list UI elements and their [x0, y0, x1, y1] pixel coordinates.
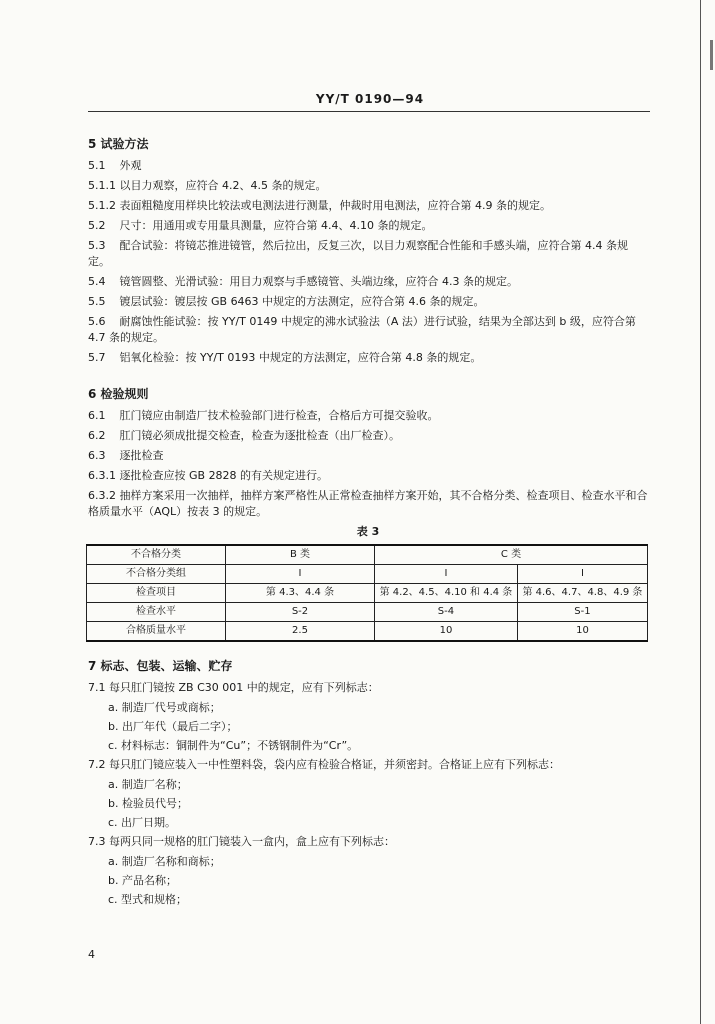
- table-row: [87, 622, 648, 642]
- list-item: b. 出厂年代（最后二字）；: [108, 720, 238, 733]
- clause-text: 肛门镜必须成批提交检查，检查为逐批检查（出厂检查）。: [119, 429, 400, 442]
- clause-6-2: [88, 428, 648, 444]
- clause-5-2: [88, 218, 648, 234]
- clause-number: 6.3: [88, 449, 106, 462]
- page-number: 4: [88, 948, 95, 961]
- clause-7-2: 7.2 每只肛门镜应装入一中性塑料袋，袋内应有检验合格证，并须密封。合格证上应有下列标志：: [88, 758, 560, 771]
- table-3-caption: 表 3: [356, 525, 380, 538]
- section-5-title: 5 试验方法: [88, 137, 149, 151]
- list-item: a. 制造厂名称和商标；: [108, 855, 221, 868]
- cell-c: C 类: [375, 545, 648, 565]
- clause-number: 6.2: [88, 429, 106, 442]
- list-item: c. 出厂日期。: [108, 816, 177, 829]
- clause-number: 5.4: [88, 275, 106, 288]
- document-body: [88, 132, 648, 911]
- clause-7-3: 7.3 每两只同一规格的肛门镜装入一盒内，盒上应有下列标志：: [88, 835, 395, 848]
- clause-5-1: [88, 158, 648, 174]
- header-rule: [88, 111, 650, 112]
- list-item: a. 制造厂代号或商标；: [108, 701, 221, 714]
- clause-text: 抽样方案采用一次抽样，抽样方案严格性从正常检查抽样方案开始，其不合格分类、检查项目、检查水平和合格质量水平（AQL）按表 3 的规定。: [88, 489, 648, 518]
- row-label: 检查项目: [87, 584, 226, 603]
- cell-c2: S-1: [517, 603, 647, 622]
- clause-number: 6.3.2: [88, 489, 116, 502]
- clause-5-3: [88, 238, 648, 270]
- row-label: 合格质量水平: [87, 622, 226, 642]
- cell-b: 第 4.3、4.4 条: [226, 584, 375, 603]
- list-item: c. 材料标志：铜制件为“Cu”；不锈钢制件为“Cr”。: [108, 739, 359, 752]
- clause-text: 耐腐蚀性能试验：按 YY/T 0149 中规定的沸水试验法（A 法）进行试验，结果为全部达到 b 级，应符合第 4.7 条的规定。: [88, 315, 636, 344]
- clause-number: 5.5: [88, 295, 106, 308]
- clause-number: 6.3.1: [88, 469, 116, 482]
- clause-text: 镀层试验：镀层按 GB 6463 中规定的方法测定，应符合第 4.6 条的规定。: [119, 295, 485, 308]
- clause-text: 铝氧化检验：按 YY/T 0193 中规定的方法测定，应符合第 4.8 条的规定。: [119, 351, 482, 364]
- page-header-code: YY/T 0190—94: [315, 92, 425, 106]
- clause-text: 逐批检查应按 GB 2828 的有关规定进行。: [119, 469, 329, 482]
- section-6-title: 6 检验规则: [88, 387, 149, 401]
- clause-text: 镜管圆整、光滑试验：用目力观察与手感镜管、头端边缘，应符合 4.3 条的规定。: [119, 275, 518, 288]
- table-row: [87, 545, 648, 565]
- cell-b: B 类: [226, 545, 375, 565]
- list-item: b. 检验员代号；: [108, 797, 188, 810]
- clause-6-1: [88, 408, 648, 424]
- cell-b: S-2: [226, 603, 375, 622]
- cell-c2: I: [517, 565, 647, 584]
- cell-b: I: [226, 565, 375, 584]
- clause-text: 尺寸：用通用或专用量具测量，应符合第 4.4、4.10 条的规定。: [119, 219, 433, 232]
- clause-number: 6.1: [88, 409, 106, 422]
- clause-number: 5.6: [88, 315, 106, 328]
- clause-number: 5.2: [88, 219, 106, 232]
- clause-6-3: [88, 448, 648, 464]
- cell-c1: S-4: [375, 603, 518, 622]
- cell-c2: 10: [517, 622, 647, 642]
- clause-number: 5.7: [88, 351, 106, 364]
- table-row: [87, 603, 648, 622]
- row-label: 不合格分类: [87, 545, 226, 565]
- row-label: 检查水平: [87, 603, 226, 622]
- clause-text: 表面粗糙度用样块比较法或电测法进行测量，仲裁时用电测法，应符合第 4.9 条的规定。: [119, 199, 551, 212]
- clause-text: 以目力观察，应符合 4.2、4.5 条的规定。: [119, 179, 327, 192]
- clause-5-1-2: [88, 198, 648, 214]
- cell-c1: 10: [375, 622, 518, 642]
- table-row: [87, 565, 648, 584]
- clause-5-6: [88, 314, 648, 346]
- clause-7-1: 7.1 每只肛门镜按 ZB C30 001 中的规定，应有下列标志：: [88, 681, 379, 694]
- list-item: b. 产品名称；: [108, 874, 177, 887]
- clause-text: 配合试验：将镜芯推进镜管，然后拉出，反复三次，以目力观察配合性能和手感头端，应符合第 4.4 条规定。: [88, 239, 628, 268]
- clause-5-5: [88, 294, 648, 310]
- cell-c2: 第 4.6、4.7、4.8、4.9 条: [517, 584, 647, 603]
- clause-number: 5.1.1: [88, 179, 116, 192]
- scan-edge-line: [700, 0, 701, 1024]
- clause-text: 外观: [119, 159, 142, 172]
- scan-edge-mark: [710, 40, 713, 70]
- clause-5-7: [88, 350, 648, 366]
- clause-text: 逐批检查: [119, 449, 164, 462]
- cell-c1: I: [375, 565, 518, 584]
- list-item: a. 制造厂名称；: [108, 778, 188, 791]
- clause-number: 5.1.2: [88, 199, 116, 212]
- clause-text: 肛门镜应由制造厂技术检验部门进行检查，合格后方可提交验收。: [119, 409, 439, 422]
- clause-5-4: [88, 274, 648, 290]
- clause-number: 5.3: [88, 239, 106, 252]
- clause-6-3-2: [88, 488, 648, 520]
- list-item: c. 型式和规格；: [108, 893, 188, 906]
- clause-6-3-1: [88, 468, 648, 484]
- clause-5-1-1: [88, 178, 648, 194]
- table-row: [87, 584, 648, 603]
- table-3: [86, 544, 648, 642]
- clause-number: 5.1: [88, 159, 106, 172]
- section-7-title: 7 标志、包装、运输、贮存: [88, 659, 233, 673]
- cell-c1: 第 4.2、4.5、4.10 和 4.4 条: [375, 584, 518, 603]
- cell-b: 2.5: [226, 622, 375, 642]
- row-label: 不合格分类组: [87, 565, 226, 584]
